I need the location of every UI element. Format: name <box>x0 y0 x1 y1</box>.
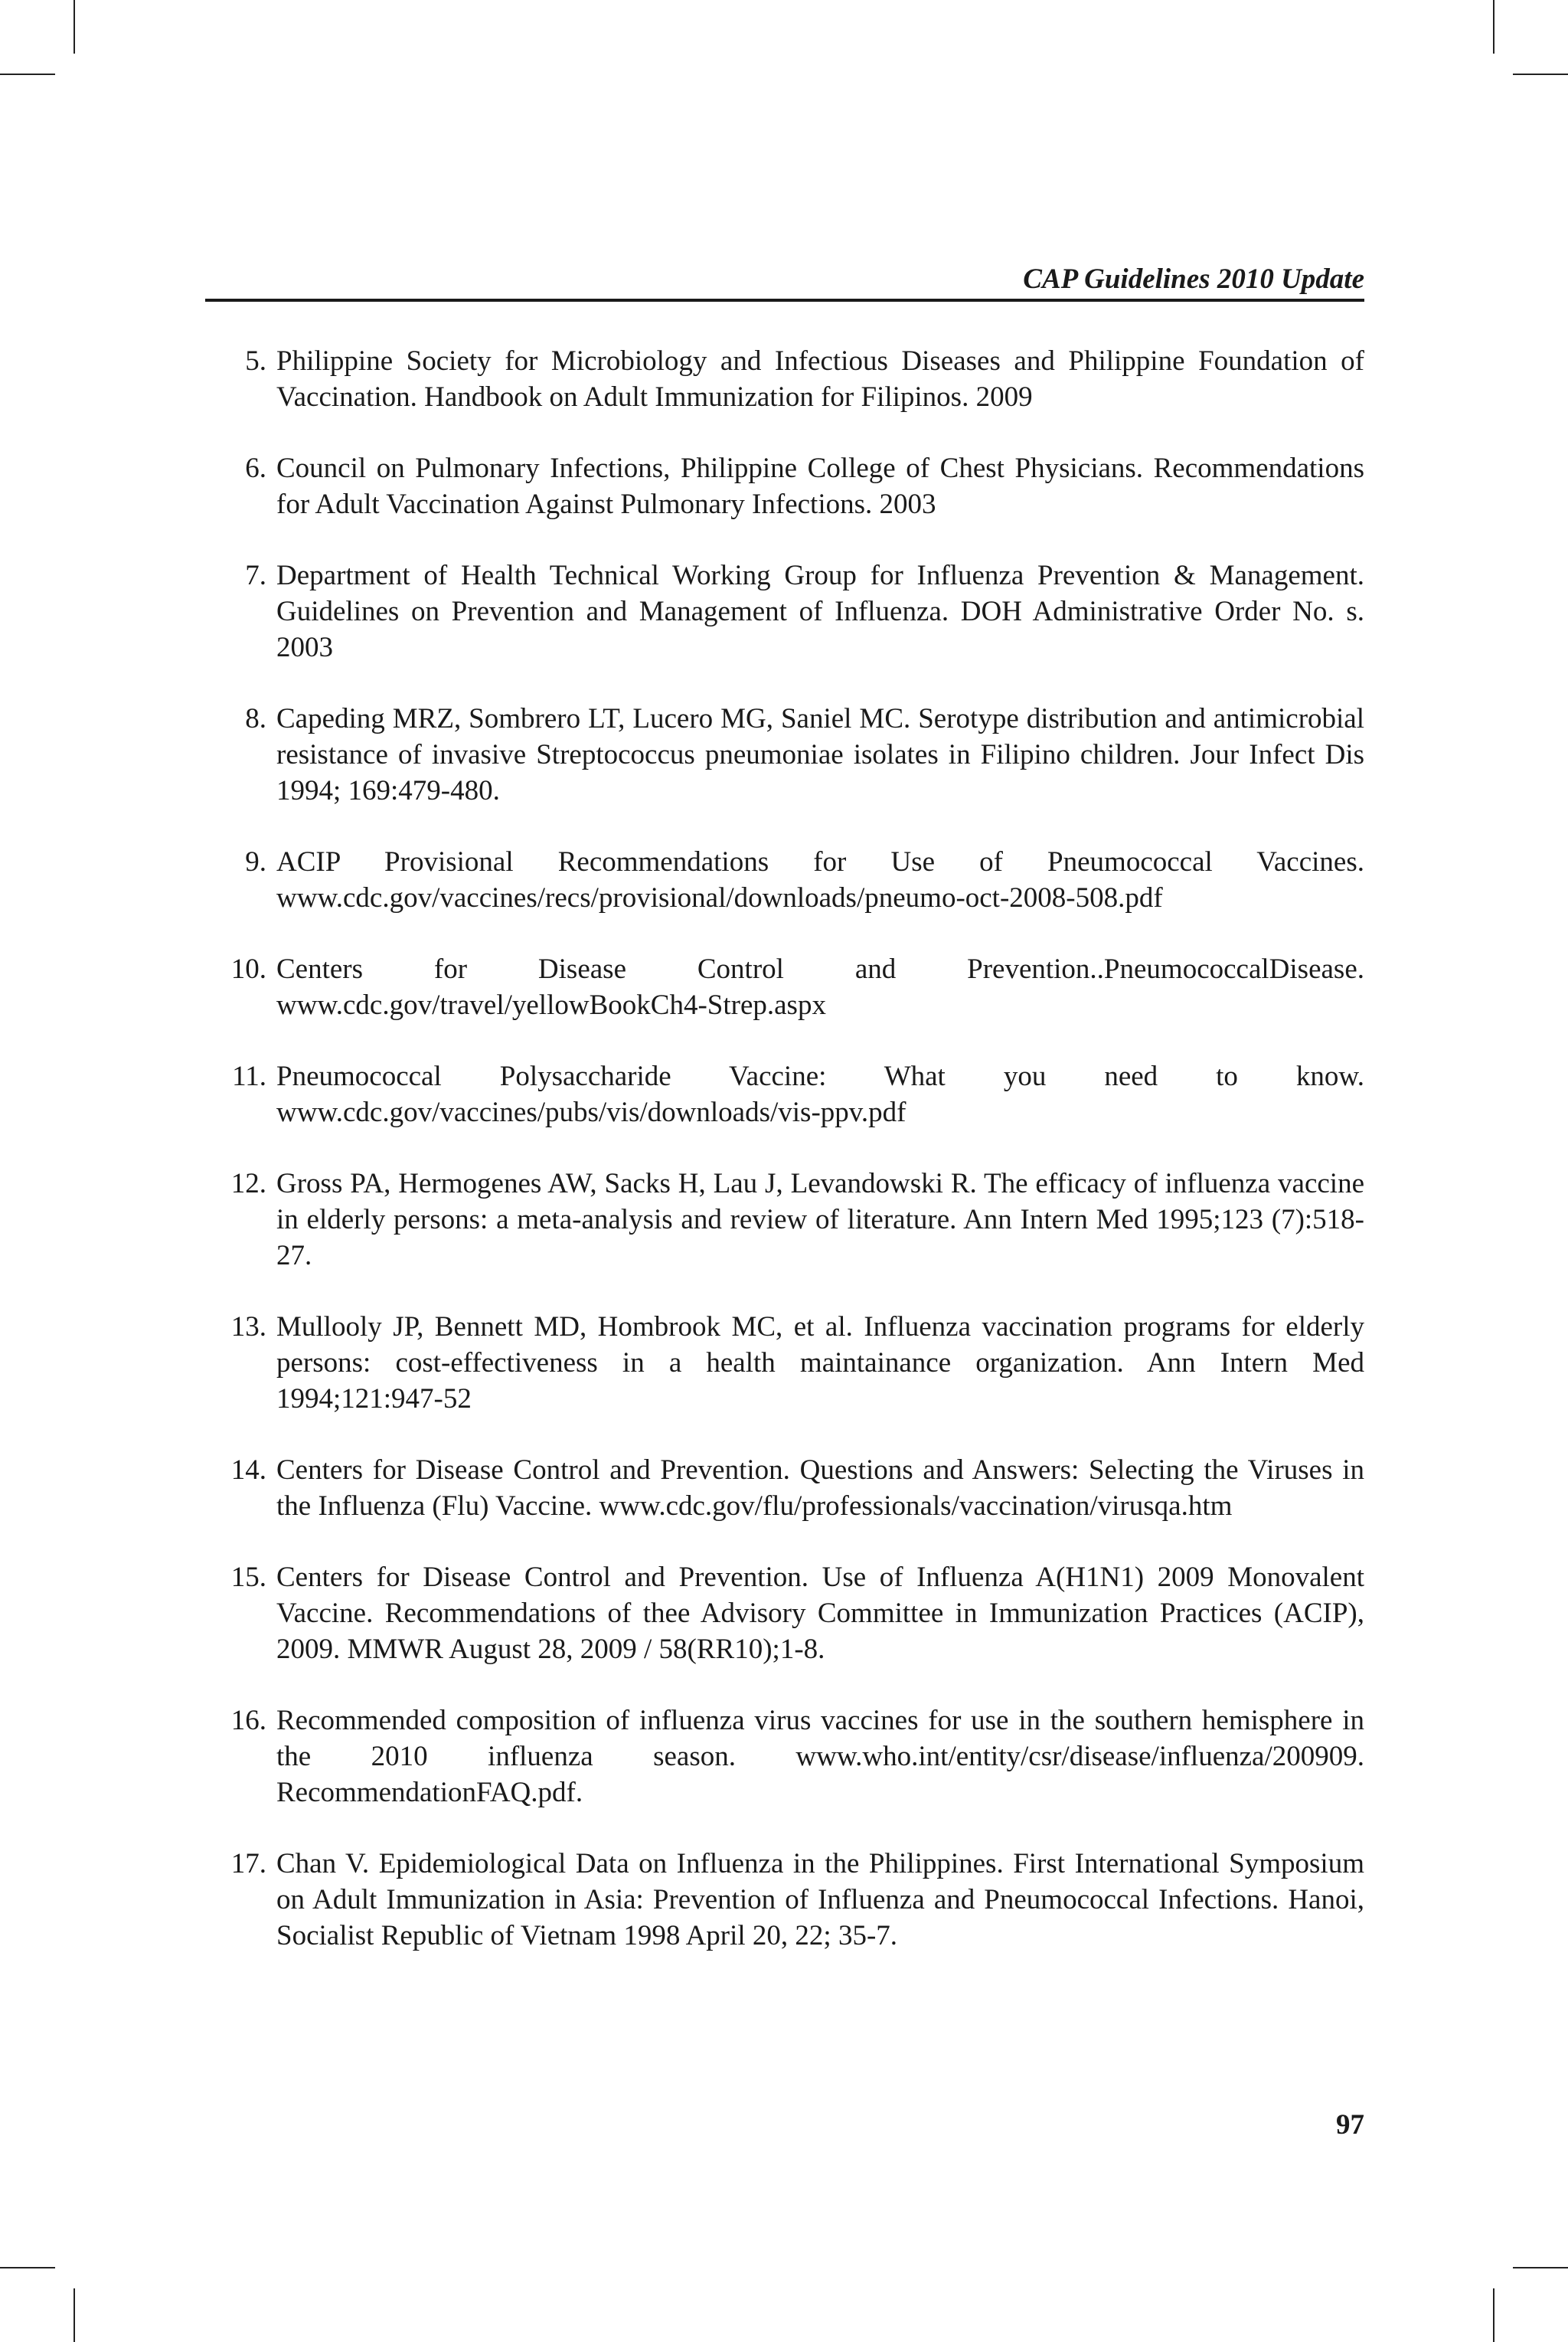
reference-text: Philippine Society for Microbiology and Infectious Diseases and Philippine Foundation of Vaccination. Handbook on Adult Immunization for Filipinos. 2009 <box>276 345 1364 413</box>
running-header <box>205 257 1364 302</box>
reference-number: 13. <box>230 1311 266 1343</box>
reference-number: 14. <box>230 1454 266 1486</box>
reference-item-8 <box>205 701 1364 809</box>
reference-text: Capeding MRZ, Sombrero LT, Lucero MG, Saniel MC. Serotype distribution and antimicrobial resistance of invasive Streptococcus pneumoniae isolates in Filipino children. Jour Infect Dis 1994; 169:479-480. <box>276 703 1364 806</box>
reference-text: Centers for Disease Control and Prevention. Questions and Answers: Selecting the Viruses in the Influenza (Flu) Vaccine. www.cdc.gov/flu/professionals/vaccination/virusqa.htm <box>276 1454 1364 1522</box>
reference-item-6 <box>205 450 1364 522</box>
crop-mark-top-right-horizontal <box>1513 74 1568 75</box>
crop-mark-top-right-vertical <box>1493 0 1494 54</box>
reference-number: 15. <box>230 1562 266 1593</box>
reference-item-7 <box>205 558 1364 666</box>
crop-mark-bottom-right-horizontal <box>1513 2267 1568 2268</box>
reference-text: Centers for Disease Control and Prevention..PneumococcalDisease. www.cdc.gov/travel/yellowBookCh4-Strep.aspx <box>276 953 1364 1021</box>
reference-number: 8. <box>245 703 266 734</box>
reference-text: Council on Pulmonary Infections, Philippine College of Chest Physicians. Recommendations for Adult Vaccination Against Pulmonary Infections. 2003 <box>276 453 1364 520</box>
reference-number: 16. <box>230 1705 266 1736</box>
reference-item-5 <box>205 343 1364 415</box>
header-title: CAP Guidelines 2010 Update <box>1023 263 1364 295</box>
reference-item-12 <box>205 1166 1364 1274</box>
reference-list <box>205 343 1364 1989</box>
reference-text: Recommended composition of influenza virus vaccines for use in the southern hemisphere in the 2010 influenza season. www.who.int/entity/csr/disease/influenza/200909. RecommendationFAQ.pdf. <box>276 1705 1364 1808</box>
reference-item-15 <box>205 1559 1364 1667</box>
reference-number: 17. <box>230 1848 266 1879</box>
reference-number: 9. <box>245 846 266 878</box>
reference-number: 5. <box>245 345 266 377</box>
header-rule <box>205 299 1364 302</box>
crop-mark-top-left-vertical <box>74 0 75 54</box>
reference-item-14 <box>205 1452 1364 1524</box>
reference-number: 6. <box>245 453 266 484</box>
reference-item-9 <box>205 844 1364 916</box>
reference-text: Gross PA, Hermogenes AW, Sacks H, Lau J, Levandowski R. The efficacy of influenza vaccine in elderly persons: a meta-analysis and review of literature. Ann Intern Med 1995;123 (7):518-27. <box>276 1168 1364 1271</box>
reference-text: Department of Health Technical Working Group for Influenza Prevention & Management. Guidelines on Prevention and Management of Influenza. DOH Administrative Order No. s. 2003 <box>276 560 1364 663</box>
crop-mark-bottom-left-vertical <box>74 2288 75 2342</box>
reference-text: ACIP Provisional Recommendations for Use of Pneumococcal Vaccines. www.cdc.gov/vaccines/recs/provisional/downloads/pneumo-oct-2008-508.pdf <box>276 846 1364 914</box>
reference-item-17 <box>205 1846 1364 1954</box>
reference-text: Chan V. Epidemiological Data on Influenza in the Philippines. First International Symposium on Adult Immunization in Asia: Prevention of Influenza and Pneumococcal Infections. Hanoi, Socialist Republic of Vietnam 1998 April 20, 22; 35-7. <box>276 1848 1364 1951</box>
reference-number: 7. <box>245 560 266 591</box>
crop-mark-top-left-horizontal <box>0 74 55 75</box>
crop-mark-bottom-right-vertical <box>1493 2288 1494 2342</box>
page-number: 97 <box>1336 2109 1364 2141</box>
reference-text: Mullooly JP, Bennett MD, Hombrook MC, et al. Influenza vaccination programs for elderly persons: cost-effectiveness in a health maintainance organization. Ann Intern Med 1994;121:947-52 <box>276 1311 1364 1415</box>
reference-item-16 <box>205 1703 1364 1810</box>
reference-item-10 <box>205 951 1364 1023</box>
reference-number: 12. <box>230 1168 266 1199</box>
reference-number: 10. <box>230 953 266 985</box>
reference-item-11 <box>205 1058 1364 1130</box>
reference-number: 11. <box>232 1061 266 1092</box>
crop-mark-bottom-left-horizontal <box>0 2267 55 2268</box>
reference-text: Centers for Disease Control and Prevention. Use of Influenza A(H1N1) 2009 Monovalent Vaccine. Recommendations of thee Advisory Committee in Immunization Practices (ACIP), 2009. MMWR August 28, 2009 / 58(RR10);1-8. <box>276 1562 1364 1665</box>
reference-item-13 <box>205 1309 1364 1417</box>
reference-text: Pneumococcal Polysaccharide Vaccine: What you need to know. www.cdc.gov/vaccines/pubs/vis/downloads/vis-ppv.pdf <box>276 1061 1364 1128</box>
